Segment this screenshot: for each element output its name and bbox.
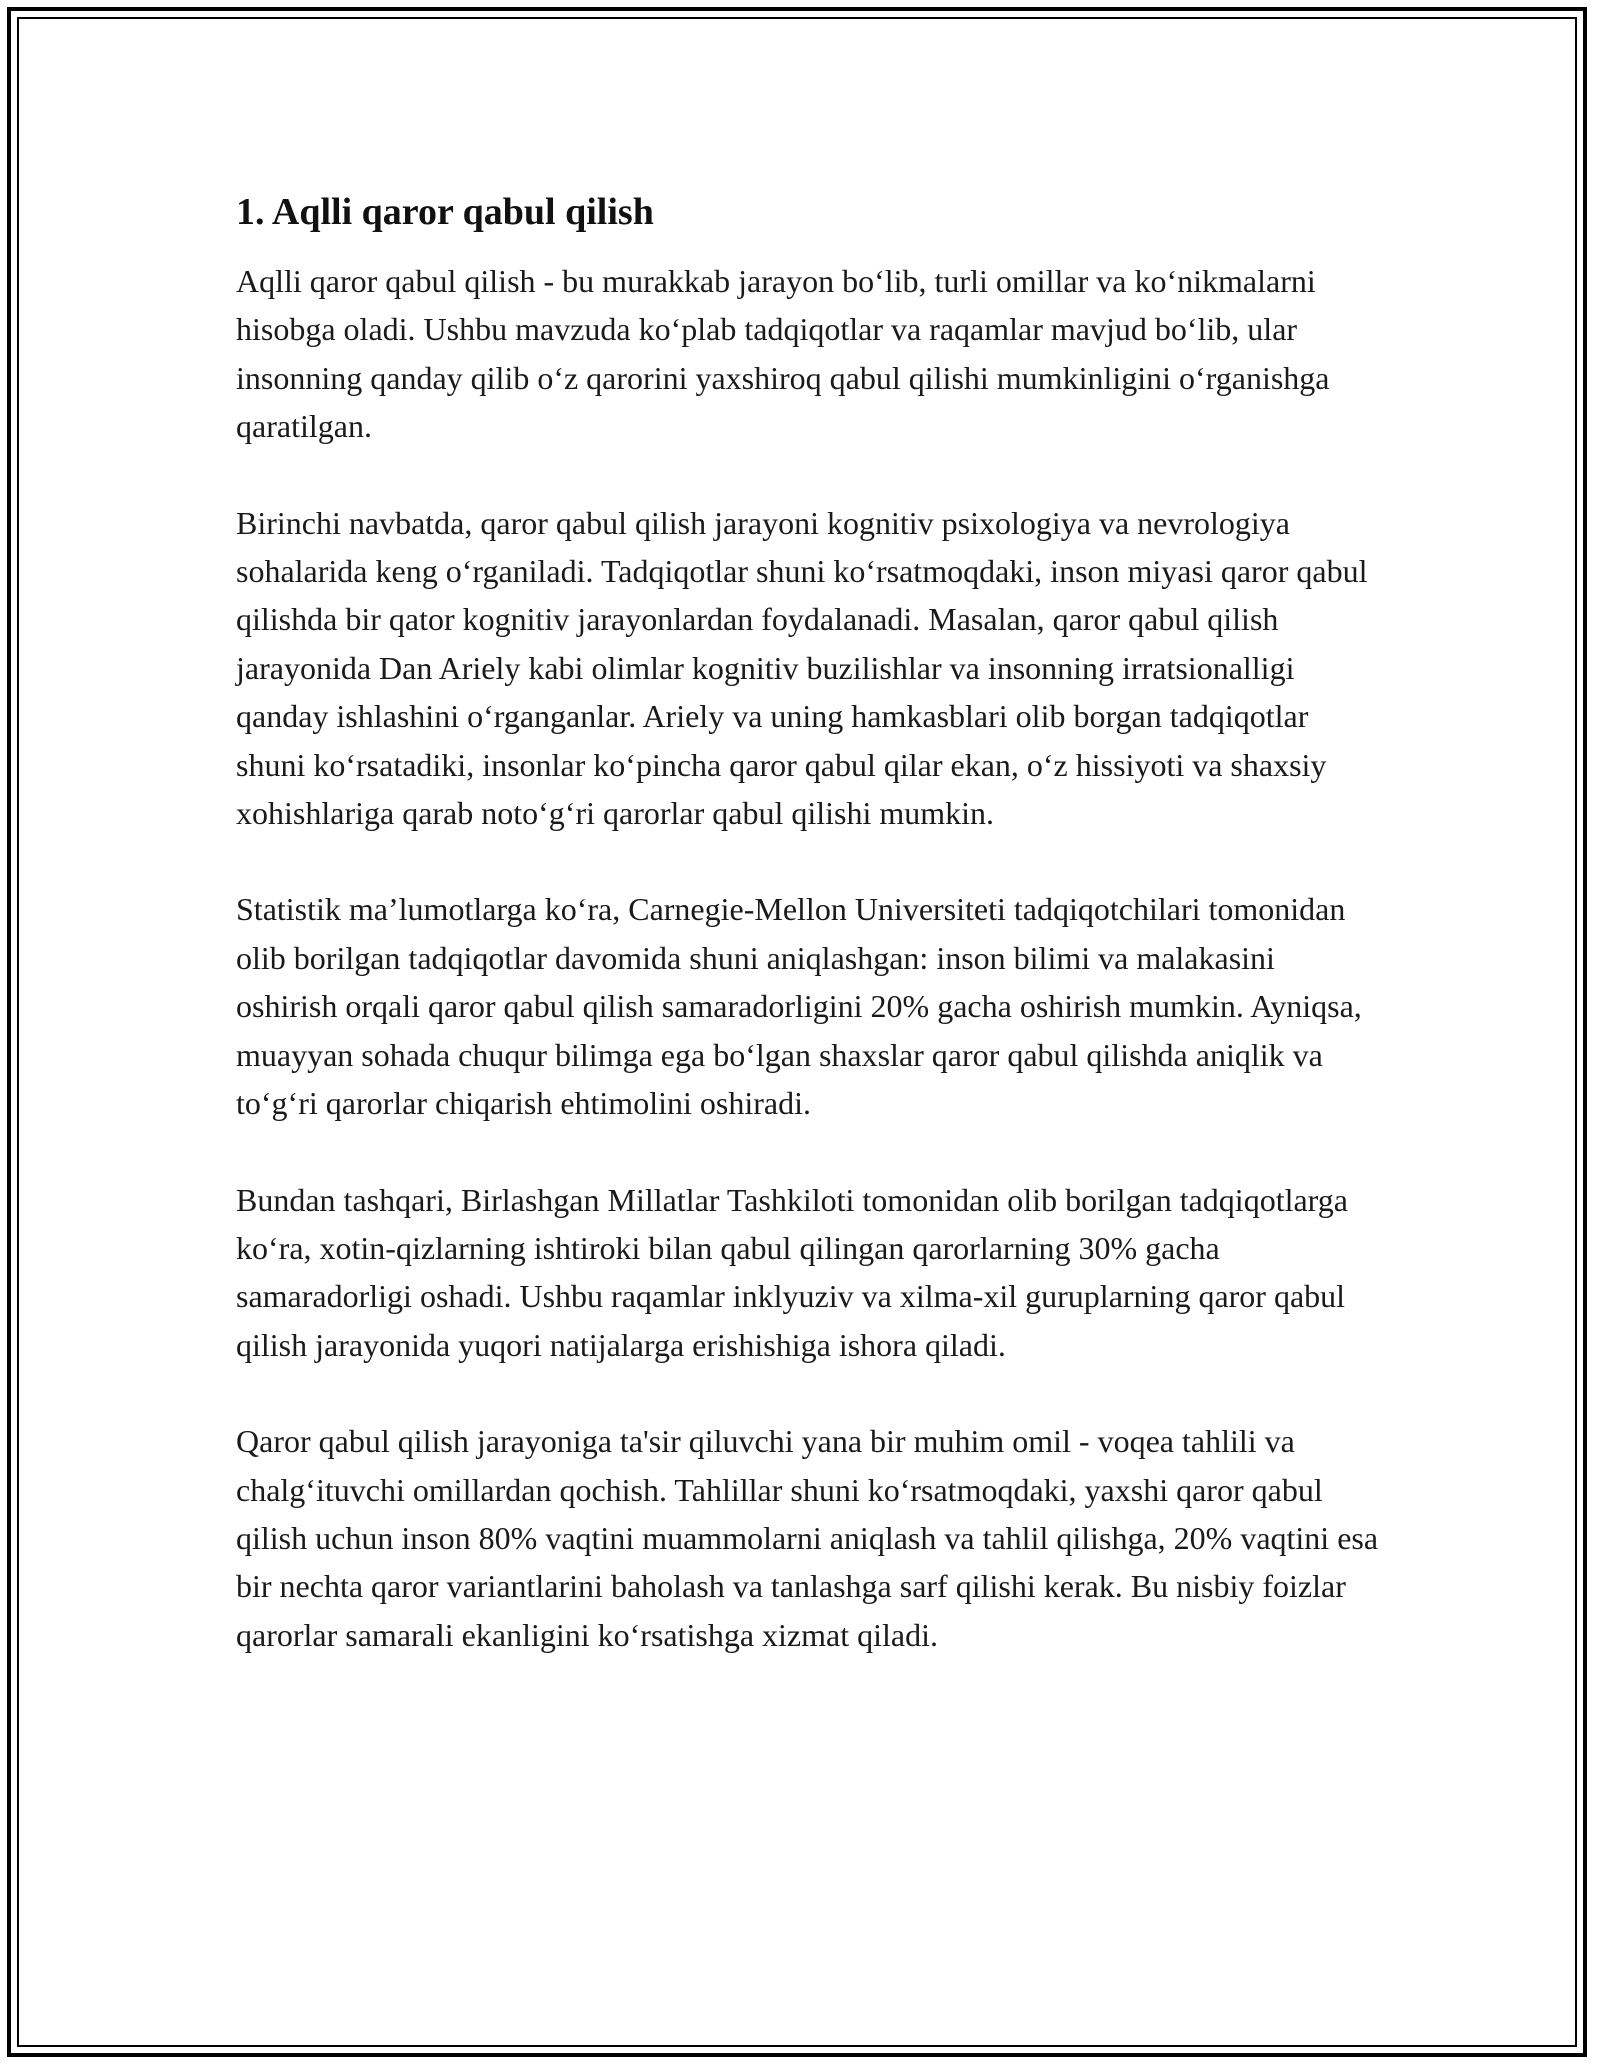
paragraph-cognitive-psychology: Birinchi navbatda, qaror qabul qilish jarayoni kognitiv psixologiya va nevrologiya sohalarida keng o‘rganiladi. Tadqiqotlar shuni ko‘rsatmoqdaki, inson miyasi qaror qabul qilishda bir qator kognitiv jarayonlardan foydalanadi. Masalan, qaror qabul qilish jarayonida Dan Ariely kabi olimlar kognitiv buzilishlar va insonning irratsionalligi qanday ishlashini o‘rganganlar. Ariely va uning hamkasblari olib borgan tadqiqotlar shuni ko‘rsatadiki, insonlar ko‘pincha qaror qabul qilar ekan, o‘z hissiyoti va shaxsiy xohishlariga qarab noto‘g‘ri qarorlar qabul qilishi mumkin. bbox=[236, 504, 1368, 832]
paragraph-intro: Aqlli qaror qabul qilish - bu murakkab jarayon bo‘lib, turli omillar va ko‘nikmalarni hisobga oladi. Ushbu mavzuda ko‘plab tadqiqotlar va raqamlar mavjud bo‘lib, ular insonning qanday qilib o‘z qarorini yaxshiroq qabul qilishi mumkinligini o‘rganishga qaratilgan. bbox=[236, 263, 1330, 445]
paragraph-analysis: Qaror qabul qilish jarayoniga ta'sir qiluvchi yana bir muhim omil - voqea tahlili va chalg‘ituvchi omillardan qochish. Tahlillar shuni ko‘rsatmoqdaki, yaxshi qaror qabul qilish uchun inson 80% vaqtini muammolarni aniqlash va tahlil qilishga, 20% vaqtini esa bir nechta qaror variantlarini baholash va tanlashga sarf qilishi kerak. Bu nisbiy foizlar qarorlar samarali ekanligini ko‘rsatishga xizmat qiladi. bbox=[236, 1423, 1379, 1653]
paragraph-inclusion: Bundan tashqari, Birlashgan Millatlar Tashkiloti tomonidan olib borilgan tadqiqotlarga ko‘ra, xotin-qizlarning ishtiroki bilan qabul qilingan qarorlarning 30% gacha samaradorligi oshadi. Ushbu raqamlar inklyuziv va xilma-xil guruplarning qaror qabul qilish jarayonida yuqori natijalarga erishishiga ishora qiladi. bbox=[236, 1181, 1348, 1363]
document-body bbox=[236, 186, 1381, 1707]
section-heading: 1. Aqlli qaror qabul qilish bbox=[236, 191, 654, 233]
paragraph-statistics: Statistik ma’lumotlarga ko‘ra, Carnegie-Mellon Universiteti tadqiqotchilari tomonidan olib borilgan tadqiqotlar davomida shuni aniqlashgan: inson bilimi va malakasini oshirish orqali qaror qabul qilish samaradorligini 20% gacha oshirish mumkin. Ayniqsa, muayyan sohada chuqur bilimga ega bo‘lgan shaxslar qaror qabul qilishda aniqlik va to‘g‘ri qarorlar chiqarish ehtimolini oshiradi. bbox=[236, 891, 1362, 1122]
